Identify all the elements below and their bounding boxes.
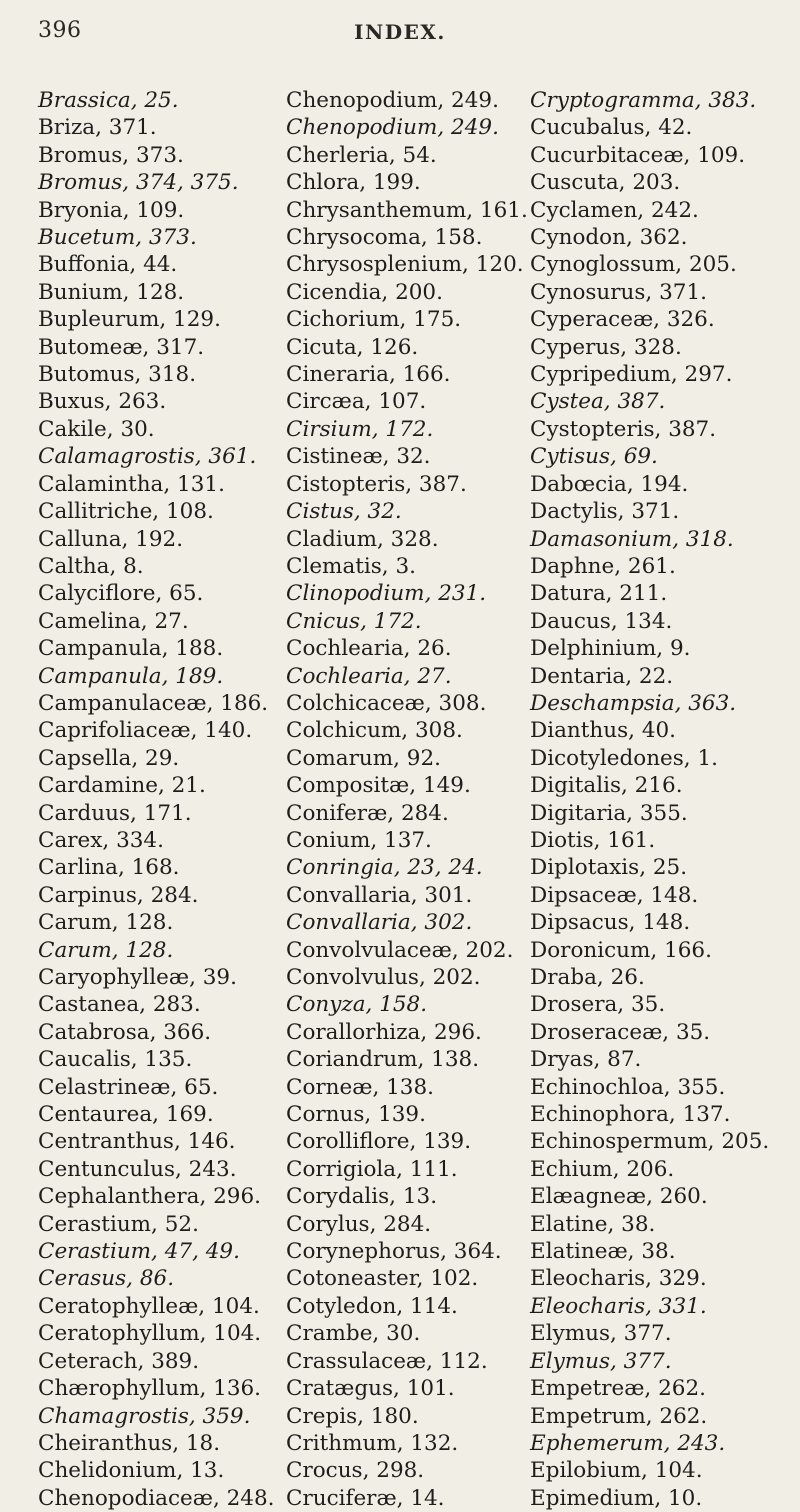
index-entry: Cypripedium, 297. [530,362,733,388]
index-entry: Elatine, 38. [530,1211,656,1237]
running-head: INDEX. [354,20,446,44]
index-entry: Colchicaceæ, 308. [286,690,487,716]
index-entry: Comarum, 92. [286,745,441,771]
index-entry: Colchicum, 308. [286,718,463,744]
index-entry: Bunium, 128. [38,279,185,305]
index-entry: Digitalis, 216. [530,773,683,799]
index-entry: Eleocharis, 329. [530,1266,707,1292]
index-entry: Corynephorus, 364. [286,1239,502,1265]
index-entry: Elæagneæ, 260. [530,1184,708,1210]
index-entry: Ceterach, 389. [38,1348,200,1374]
index-entry: Cistus, 32. [286,499,402,525]
index-entry: Bromus, 373. [38,142,184,168]
index-entry: Corallorhiza, 296. [286,1019,482,1045]
index-entry: Empetreæ, 262. [530,1376,706,1402]
index-entry: Campanulaceæ, 186. [38,690,269,716]
index-entry: Coniferæ, 284. [286,800,449,826]
index-entry: Castanea, 283. [38,992,201,1018]
index-entry: Campanula, 188. [38,636,224,662]
index-entry: Centunculus, 243. [38,1156,237,1182]
index-entry: Caprifoliaceæ, 140. [38,718,253,744]
index-entry: Conringia, 23, 24. [286,855,483,881]
index-entry: Crassulaceæ, 112. [286,1348,488,1374]
index-entry: Ceratophylleæ, 104. [38,1293,260,1319]
index-entry: Cryptogramma, 383. [530,88,757,113]
index-entry: Datura, 211. [530,581,668,607]
index-entry: Cnicus, 172. [286,608,422,634]
index-entry: Diotis, 161. [530,827,656,853]
index-entry: Dactylis, 371. [530,499,680,525]
page-number: 396 [38,18,82,43]
index-entry: Diplotaxis, 25. [530,855,688,881]
index-entry: Chrysanthemum, 161. [286,197,528,223]
index-entry: Capsella, 29. [38,745,180,771]
index-entry: Circæa, 107. [286,389,427,415]
index-entry: Cistineæ, 32. [286,444,431,470]
index-entry: Carex, 334. [38,827,164,853]
index-entry: Cystopteris, 387. [530,416,717,442]
index-entry: Daphne, 261. [530,553,676,579]
index-entry: Dipsacus, 148. [530,910,691,936]
index-entry: Compositæ, 149. [286,773,471,799]
index-entry: Bromus, 374, 375. [38,170,239,196]
index-entry: Cynosurus, 371. [530,279,707,305]
index-entry: Cichorium, 175. [286,307,462,333]
index-entry: Chenopodiaceæ, 248. [38,1485,275,1511]
index-entry: Cotyledon, 114. [286,1293,458,1319]
index-entry: Chelidonium, 13. [38,1458,225,1484]
index-entry: Cynoglossum, 205. [530,252,737,278]
index-entry: Ephemerum, 243. [530,1430,726,1456]
index-entry: Clematis, 3. [286,553,416,579]
index-entry: Cerastium, 52. [38,1211,199,1237]
index-entry: Draba, 26. [530,965,645,990]
index-entry: Centaurea, 169. [38,1102,214,1128]
index-entry: Chamagrostis, 359. [38,1403,251,1429]
index-entry: Corneæ, 138. [286,1074,434,1100]
index-entry: Echinospermum, 205. [530,1129,770,1155]
index-entry: Convallaria, 301. [286,882,473,908]
index-entry: Carum, 128. [38,910,174,936]
index-entry: Elymus, 377. [530,1321,672,1347]
index-entry: Convolvulaceæ, 202. [286,937,514,963]
index-entry: Calamagrostis, 361. [38,444,257,470]
index-entry: Carlina, 168. [38,855,180,881]
index-entry: Eleocharis, 331. [530,1293,707,1319]
index-entry: Centranthus, 146. [38,1129,236,1155]
index-entry: Cherleria, 54. [286,142,437,168]
index-column-3 [530,87,800,1512]
index-entry: Cucurbitaceæ, 109. [530,142,746,168]
index-entry: Cephalanthera, 296. [38,1184,261,1210]
index-entry: Elymus, 377. [530,1348,672,1374]
index-entry: Epimedium, 10. [530,1485,703,1511]
index-entry: Cotoneaster, 102. [286,1266,479,1292]
index-column-2 [286,87,546,1512]
index-entry: Echinochloa, 355. [530,1074,726,1100]
index-entry: Dabœcia, 194. [530,471,689,497]
index-entry: Echinophora, 137. [530,1102,731,1128]
index-entry: Convolvulus, 202. [286,965,481,990]
index-entry: Cyperus, 328. [530,334,682,360]
index-entry: Cyclamen, 242. [530,197,699,223]
index-entry: Cineraria, 166. [286,362,451,388]
index-entry: Droseraceæ, 35. [530,1019,711,1045]
index-entry: Chrysosplenium, 120. [286,252,524,278]
index-entry: Cistopteris, 387. [286,471,467,497]
index-entry: Bucetum, 373. [38,225,197,251]
index-entry: Cuscuta, 203. [530,170,681,196]
index-entry: Cratægus, 101. [286,1376,455,1402]
index-entry: Buffonia, 44. [38,252,178,278]
index-entry: Deschampsia, 363. [530,690,737,716]
index-entry: Campanula, 189. [38,663,224,689]
index-entry: Cochlearia, 26. [286,636,452,662]
index-entry: Corolliflore, 139. [286,1129,472,1155]
index-column-1 [38,87,298,1512]
index-entry: Conyza, 158. [286,992,428,1018]
index-entry: Cicuta, 126. [286,334,419,360]
index-entry: Cirsium, 172. [286,416,434,442]
index-entry: Convallaria, 302. [286,910,473,936]
index-entry: Caryophylleæ, 39. [38,965,237,990]
index-entry: Calamintha, 131. [38,471,225,497]
index-entry: Cladium, 328. [286,526,439,552]
index-entry: Cornus, 139. [286,1102,426,1128]
index-entry: Corydalis, 13. [286,1184,438,1210]
index-entry: Elatineæ, 38. [530,1239,676,1265]
index-entry: Chærophyllum, 136. [38,1376,262,1402]
index-entry: Celastrineæ, 65. [38,1074,219,1100]
index-entry: Briza, 371. [38,115,157,141]
index-entry: Dicotyledones, 1. [530,745,718,771]
index-entry: Conium, 137. [286,827,432,853]
index-entry: Chlora, 199. [286,170,421,196]
index-entry: Doronicum, 166. [530,937,712,963]
index-columns [38,87,800,1511]
index-entry: Cheiranthus, 18. [38,1430,221,1456]
index-entry: Brassica, 25. [38,88,179,113]
index-entry: Cystea, 387. [530,389,666,415]
index-entry: Carpinus, 284. [38,882,199,908]
index-entry: Echium, 206. [530,1156,675,1182]
index-entry: Caltha, 8. [38,553,144,579]
index-entry: Cytisus, 69. [530,444,658,470]
index-entry: Calyciflore, 65. [38,581,204,607]
index-entry: Corrigiola, 111. [286,1156,458,1182]
index-entry: Crambe, 30. [286,1321,421,1347]
index-entry: Crithmum, 132. [286,1430,459,1456]
index-entry: Dipsaceæ, 148. [530,882,699,908]
index-entry: Damasonium, 318. [530,526,734,552]
index-entry: Cakile, 30. [38,416,155,442]
index-entry: Bupleurum, 129. [38,307,221,333]
index-entry: Cicendia, 200. [286,279,443,305]
index-entry: Drosera, 35. [530,992,666,1018]
index-entry: Cucubalus, 42. [530,115,693,141]
index-entry: Epilobium, 104. [530,1458,703,1484]
index-entry: Callitriche, 108. [38,499,214,525]
index-entry: Caucalis, 135. [38,1047,193,1073]
index-entry: Cerastium, 47, 49. [38,1239,240,1265]
index-entry: Cyperaceæ, 326. [530,307,715,333]
index-entry: Dryas, 87. [530,1047,642,1073]
index-entry: Camelina, 27. [38,608,189,634]
index-entry: Carduus, 171. [38,800,192,826]
index-entry: Catabrosa, 366. [38,1019,212,1045]
index-entry: Bryonia, 109. [38,197,185,223]
index-entry: Corylus, 284. [286,1211,432,1237]
index-entry: Empetrum, 262. [530,1403,708,1429]
index-entry: Digitaria, 355. [530,800,688,826]
index-entry: Delphinium, 9. [530,636,691,662]
index-entry: Butomus, 318. [38,362,197,388]
index-entry: Dentaria, 22. [530,663,674,689]
index-entry: Crocus, 298. [286,1458,425,1484]
index-entry: Cochlearia, 27. [286,663,452,689]
index-entry: Clinopodium, 231. [286,581,487,607]
index-entry: Butomeæ, 317. [38,334,205,360]
index-entry: Chrysocoma, 158. [286,225,483,251]
index-entry: Dianthus, 40. [530,718,677,744]
index-entry: Ceratophyllum, 104. [38,1321,262,1347]
index-entry: Chenopodium, 249. [286,88,499,113]
index-entry: Cruciferæ, 14. [286,1485,445,1511]
index-entry: Buxus, 263. [38,389,167,415]
index-entry: Daucus, 134. [530,608,673,634]
index-entry: Chenopodium, 249. [286,115,499,141]
index-entry: Coriandrum, 138. [286,1047,480,1073]
index-entry: Cynodon, 362. [530,225,688,251]
index-entry: Carum, 128. [38,937,174,963]
index-entry: Crepis, 180. [286,1403,419,1429]
index-entry: Calluna, 192. [38,526,184,552]
index-entry: Cerasus, 86. [38,1266,175,1292]
index-entry: Cardamine, 21. [38,773,206,799]
